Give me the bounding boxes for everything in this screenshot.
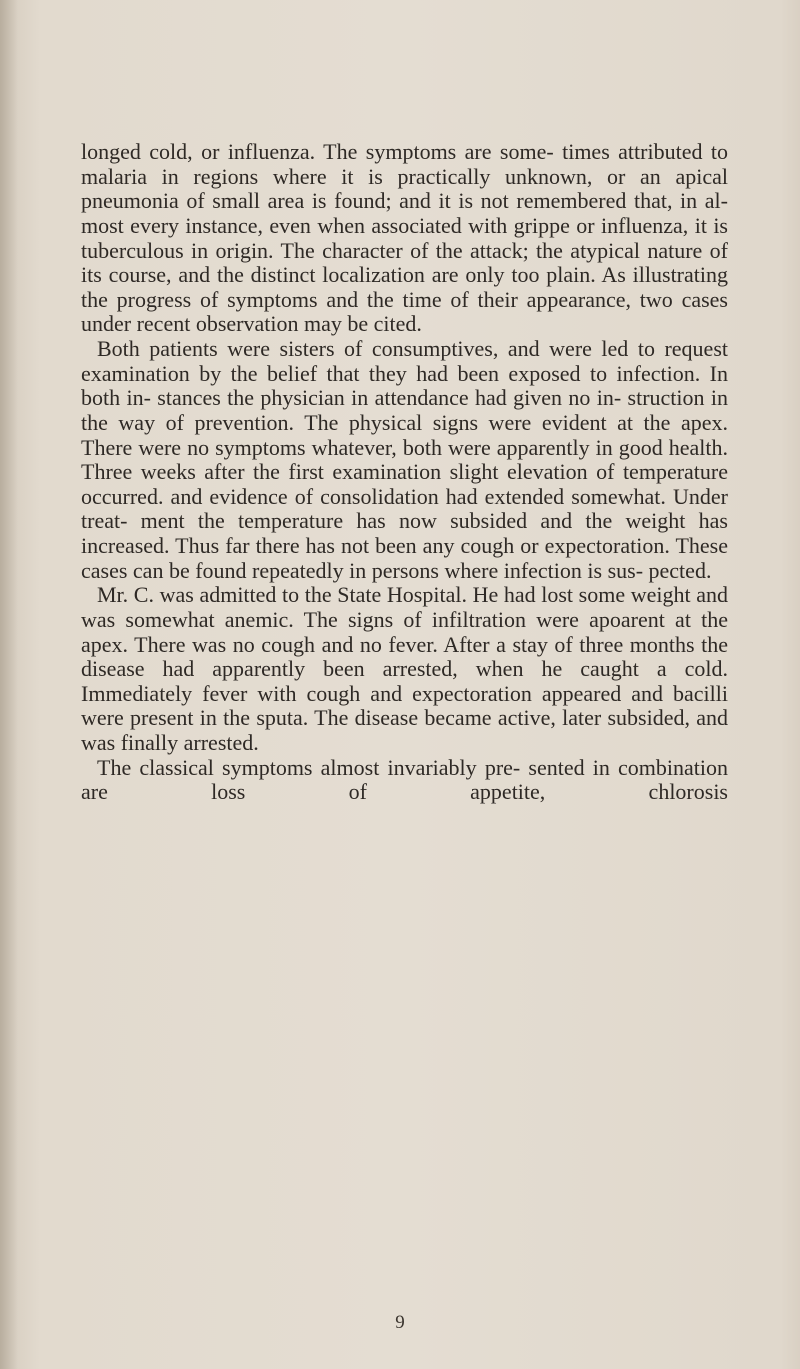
paragraph-4: The classical symptoms almost invariably pre- sented in combination are loss of appetite, chlorosis bbox=[81, 754, 728, 805]
paragraph-1: longed cold, or influenza. The symptoms are some- times attributed to malaria in regions where it is practically unknown, or an apical pneumonia of small area is found; and it is not remembered that, in al- most every instance, even when associated with grippe or influenza, it is tuberculous in origin. The character of the attack; the atypical nature of its course, and the distinct localization are only too plain. As illustrating the progress of symptoms and the time of their appearance, two cases under recent observation may be cited. bbox=[81, 139, 728, 337]
paragraph-3: Mr. C. was admitted to the State Hospital. He had lost some weight and was somewhat anemic. The signs of infiltration were apoarent at the apex. There was no cough and no fever. After a stay of three months the disease had apparently been arrested, when he caught a cold. Immediately fever with cough and expectoration appeared and bacilli were present in the sputa. The disease became active, later subsided, and was finally arrested. bbox=[81, 582, 728, 755]
paragraph-2: Both patients were sisters of consumptives, and were led to request examination by the belief that they had been exposed to infection. In both in- stances the physician in attendance had given no in- struction in the way of prevention. The physical signs were evident at the apex. There were no symptoms whatever, both were apparently in good health. Three weeks after the first examination slight elevation of temperature occurred. and evidence of consolidation had extended somewhat. Under treat- ment the temperature has now subsided and the weight has increased. Thus far there has not been any cough or expectoration. These cases can be found repeatedly in persons where infection is sus- pected. bbox=[81, 336, 728, 583]
page-gutter-shadow bbox=[0, 0, 18, 1369]
body-text bbox=[81, 140, 728, 805]
page-number: 9 bbox=[395, 1312, 405, 1333]
